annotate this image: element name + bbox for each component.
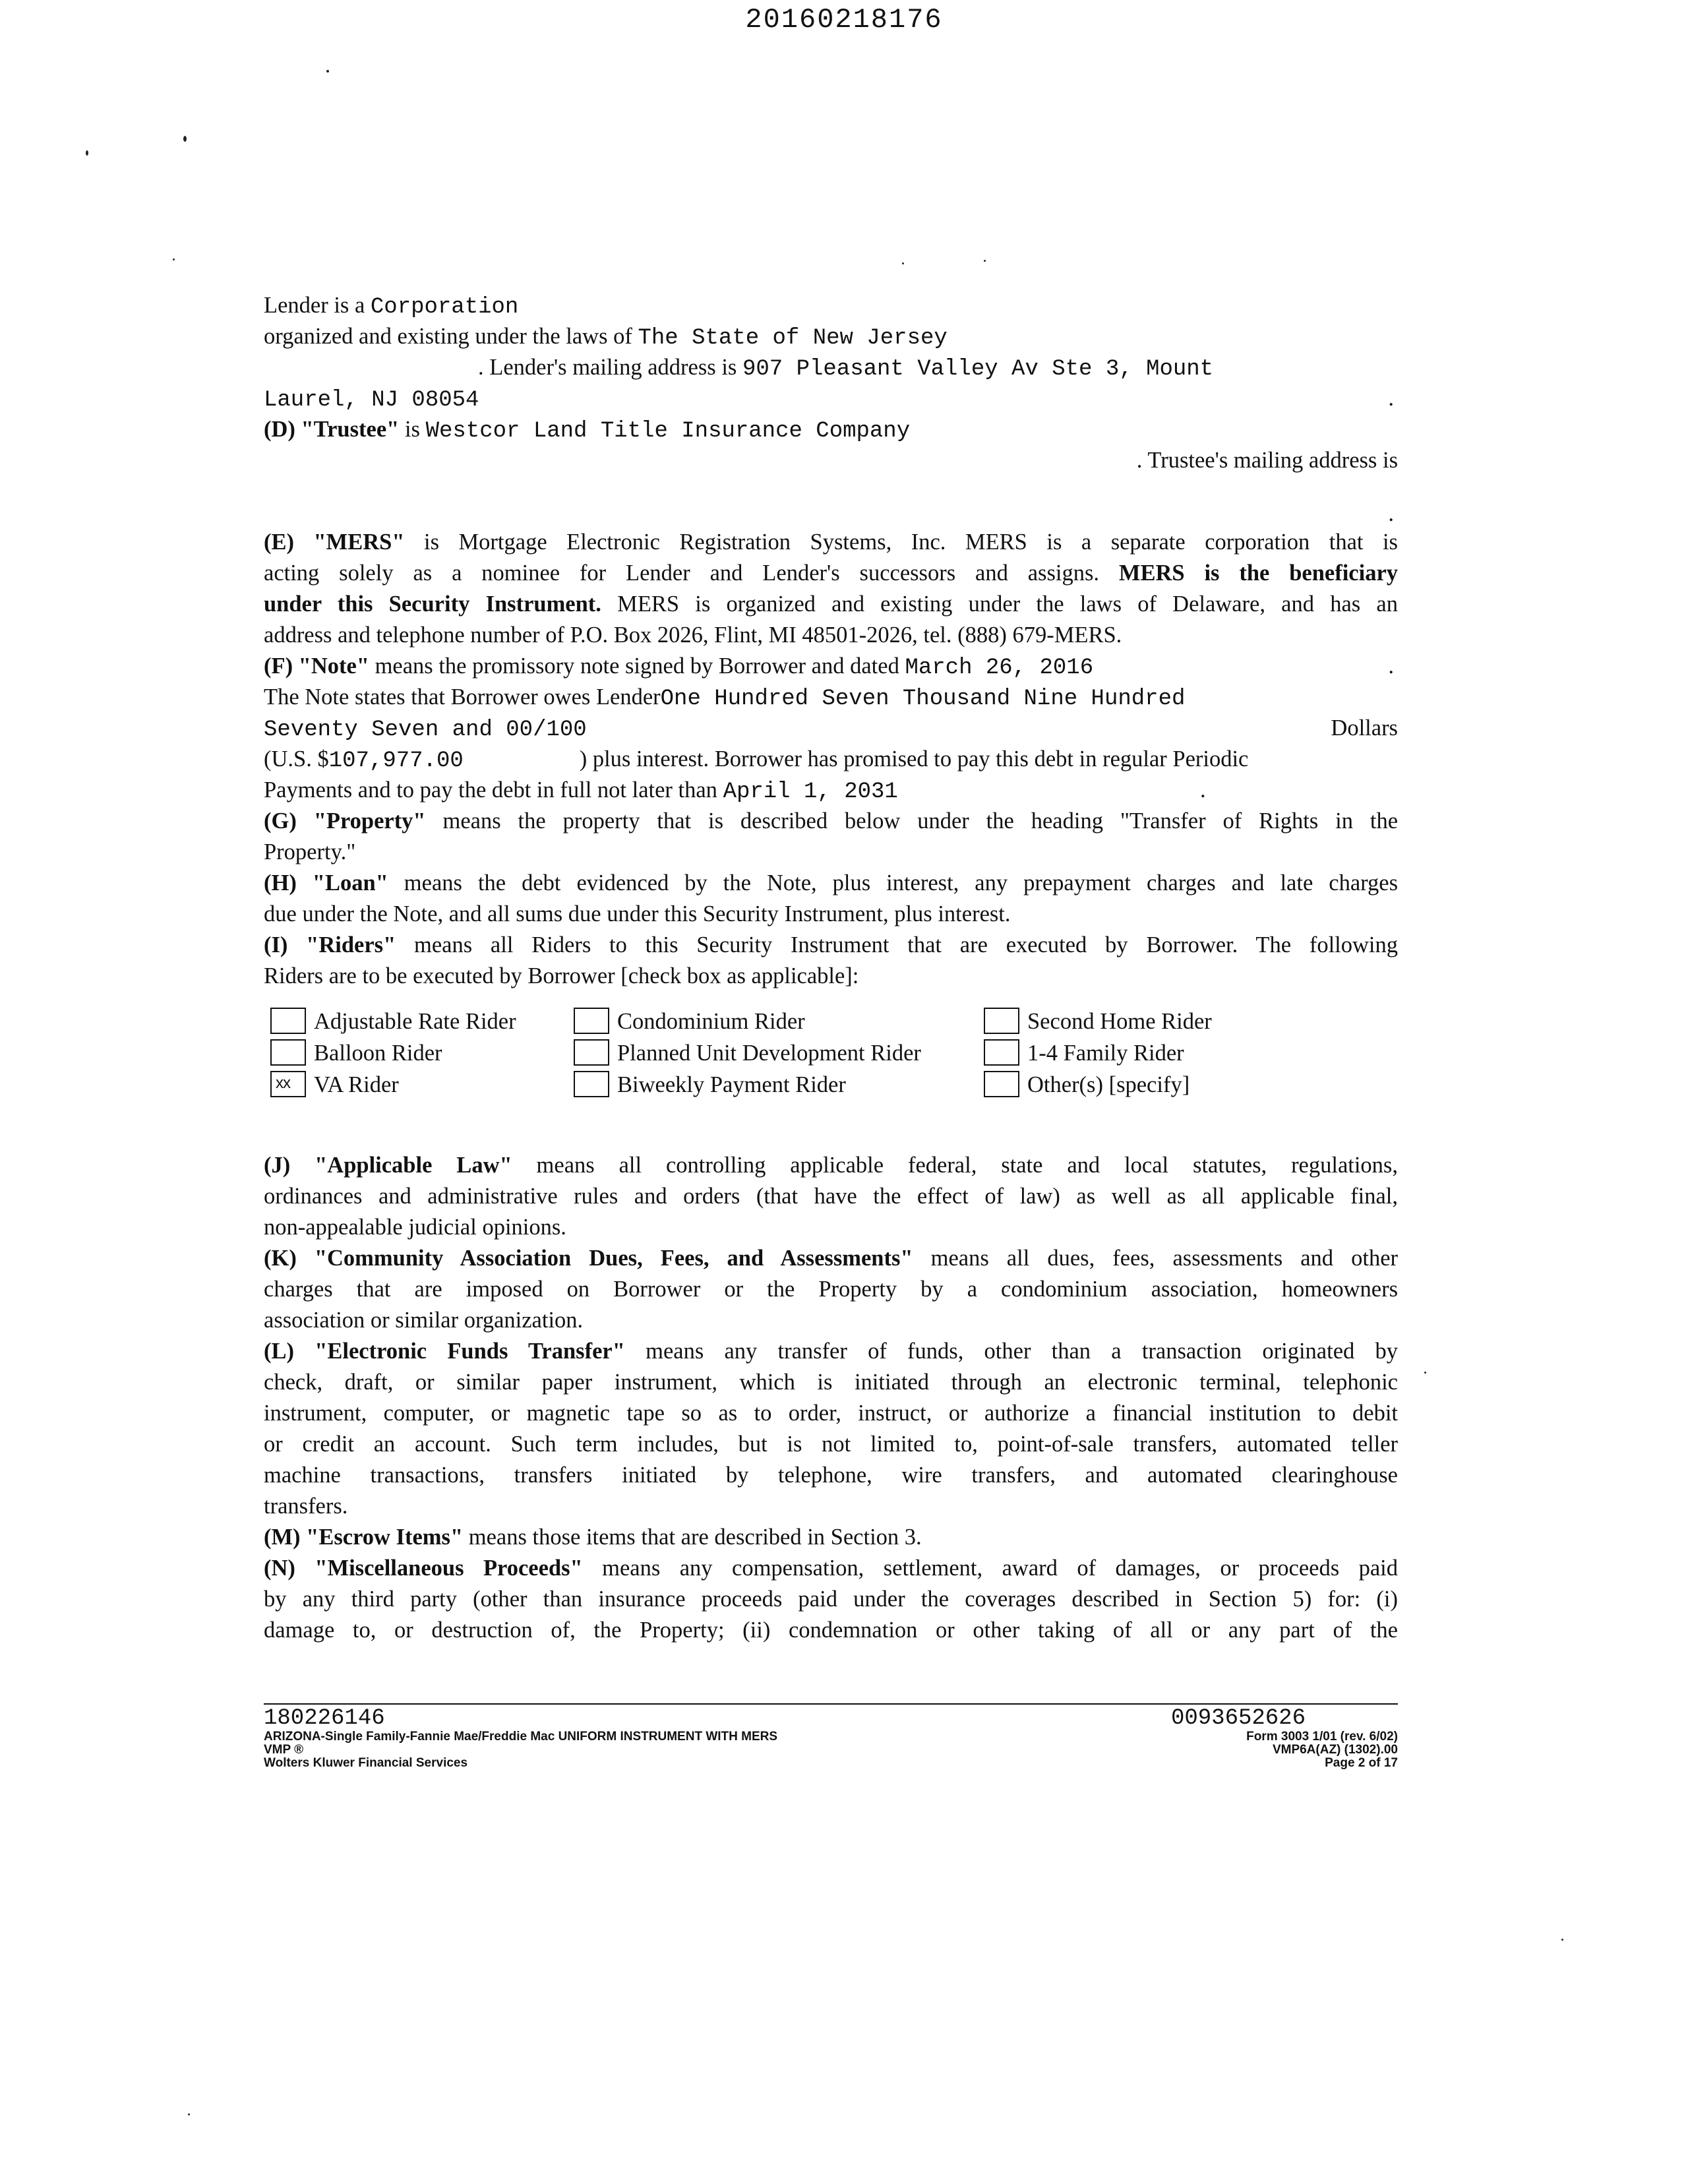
lender-type-line: Lender is a Corporation xyxy=(264,293,519,320)
loan-line-1: (H) "Loan" means the debt evidenced by the Note, plus interest, any prepayment charges and late charges xyxy=(264,870,1398,895)
checkbox-checked[interactable]: xx xyxy=(270,1071,306,1097)
mers-line-1: (E) "MERS" is Mortgage Electronic Registration Systems, Inc. MERS is a separate corporation that is xyxy=(264,530,1398,555)
rider-planned-unit-development[interactable]: Planned Unit Development Rider xyxy=(574,1038,921,1069)
property-line-2: Property." xyxy=(264,839,356,864)
rider-adjustable-rate[interactable]: Adjustable Rate Rider xyxy=(270,1006,516,1037)
trustee-address-line: . Trustee's mailing address is xyxy=(1136,448,1398,473)
community-dues-line-1: (K) "Community Association Dues, Fees, and Assessments" means all dues, fees, assessments and other xyxy=(264,1246,1398,1271)
scan-speck xyxy=(183,136,187,142)
rider-condominium[interactable]: Condominium Rider xyxy=(574,1006,805,1037)
property-line-1: (G) "Property" means the property that is described below under the heading "Transfer of Rights in the xyxy=(264,808,1399,834)
checkbox[interactable] xyxy=(270,1039,306,1066)
document-body xyxy=(264,290,1398,1646)
page-indicator: Page 2 of 17 xyxy=(1325,1756,1398,1770)
note-line-5: Payments and to pay the debt in full not later than April 1, 2031 . xyxy=(264,777,1206,804)
note-line-1: (F) "Note" means the promissory note signed by Borrower and dated March 26, 2016 . xyxy=(264,653,1394,681)
loan-id-right: 0093652626 xyxy=(1170,1706,1306,1731)
lender-address-line-2: Laurel, NJ 08054 . xyxy=(264,386,1394,413)
lender-state-line: organized and existing under the laws of The State of New Jersey xyxy=(264,324,948,351)
note-line-4: (U.S. $107,977.00 ) plus interest. Borrower has promised to pay this debt in regular Periodic xyxy=(264,746,1249,774)
scan-speck xyxy=(984,260,986,262)
scan-speck xyxy=(1561,1939,1563,1941)
eft-line-6: transfers. xyxy=(264,1494,348,1519)
checkbox[interactable] xyxy=(984,1039,1019,1066)
checkbox[interactable] xyxy=(270,1008,306,1034)
eft-line-5: machine transactions, transfers initiated by telephone, wire transfers, and automated clearinghouse xyxy=(264,1463,1398,1488)
scan-speck xyxy=(173,258,175,260)
applicable-law-line-3: non-appealable judicial opinions. xyxy=(264,1215,566,1240)
misc-proceeds-line-3: damage to, or destruction of, the Property; (ii) condemnation or other taking of all or any part of the xyxy=(264,1618,1398,1643)
checkbox[interactable] xyxy=(984,1008,1019,1034)
riders-line-2: Riders are to be executed by Borrower [check box as applicable]: xyxy=(264,963,859,988)
scan-speck xyxy=(326,70,329,73)
checkbox[interactable] xyxy=(984,1071,1019,1097)
mers-line-3: under this Security Instrument. MERS is organized and existing under the laws of Delaware, and has an xyxy=(264,592,1398,617)
misc-proceeds-line-2: by any third party (other than insurance proceeds paid under the coverages described in Section 5) for: (i) xyxy=(264,1587,1398,1612)
applicable-law-line-2: ordinances and administrative rules and orders (that have the effect of law) as well as all applicable final, xyxy=(264,1184,1398,1209)
footer-divider xyxy=(264,1703,1398,1705)
scan-speck xyxy=(1424,1372,1426,1374)
scan-speck xyxy=(188,2113,190,2115)
checkbox[interactable] xyxy=(574,1039,609,1066)
form-code: VMP6A(AZ) (1302).00 xyxy=(1272,1743,1398,1757)
note-line-2: The Note states that Borrower owes LenderOne Hundred Seven Thousand Nine Hundred xyxy=(264,684,1186,712)
community-dues-line-2: charges that are imposed on Borrower or the Property by a condominium association, homeowners xyxy=(264,1277,1398,1302)
loan-id-left: 180226146 xyxy=(264,1706,385,1731)
rider-1-4-family[interactable]: 1-4 Family Rider xyxy=(984,1038,1184,1069)
note-line-3: Seventy Seven and 00/100 Dollars xyxy=(264,715,1398,743)
form-number: Form 3003 1/01 (rev. 6/02) xyxy=(1246,1730,1398,1744)
checkbox[interactable] xyxy=(574,1071,609,1097)
eft-line-4: or credit an account. Such term includes, but is not limited to, point-of-sale transfers, automated teller xyxy=(264,1432,1398,1457)
escrow-items-line: (M) "Escrow Items" means those items that are described in Section 3. xyxy=(264,1525,922,1550)
publisher: Wolters Kluwer Financial Services xyxy=(264,1756,468,1770)
misc-proceeds-line-1: (N) "Miscellaneous Proceeds" means any compensation, settlement, award of damages, or proceeds paid xyxy=(264,1556,1399,1581)
scan-speck xyxy=(902,262,904,264)
rider-biweekly-payment[interactable]: Biweekly Payment Rider xyxy=(574,1070,846,1101)
eft-line-1: (L) "Electronic Funds Transfer" means any transfer of funds, other than a transaction originated by xyxy=(264,1339,1398,1364)
mers-line-4: address and telephone number of P.O. Box 2026, Flint, MI 48501-2026, tel. (888) 679-MERS. xyxy=(264,622,1122,648)
trustee-address-end: . xyxy=(1388,501,1394,526)
community-dues-line-3: association or similar organization. xyxy=(264,1308,584,1333)
vendor-mark: VMP ® xyxy=(264,1743,304,1757)
form-title: ARIZONA-Single Family-Fannie Mae/Freddie Mac UNIFORM INSTRUMENT WITH MERS xyxy=(264,1730,778,1744)
trustee-line: (D) "Trustee" is Westcor Land Title Insurance Company xyxy=(264,417,911,444)
lender-address-line: . Lender's mailing address is 907 Pleasant Valley Av Ste 3, Mount xyxy=(478,355,1214,382)
rider-second-home[interactable]: Second Home Rider xyxy=(984,1006,1212,1037)
riders-checklist xyxy=(264,1006,1398,1105)
mers-line-2: acting solely as a nominee for Lender and Lender's successors and assigns. MERS is the beneficiary xyxy=(264,561,1399,586)
applicable-law-line-1: (J) "Applicable Law" means all controlling applicable federal, state and local statutes, regulations, xyxy=(264,1153,1398,1178)
rider-va[interactable]: xx VA Rider xyxy=(270,1070,399,1101)
rider-other[interactable]: Other(s) [specify] xyxy=(984,1070,1190,1101)
rider-balloon[interactable]: Balloon Rider xyxy=(270,1038,442,1069)
riders-line-1: (I) "Riders" means all Riders to this Security Instrument that are executed by Borrower. The following xyxy=(264,932,1398,957)
recording-number: 20160218176 xyxy=(745,4,943,36)
eft-line-3: instrument, computer, or magnetic tape so as to order, instruct, or authorize a financial institution to debit xyxy=(264,1401,1398,1426)
checkbox[interactable] xyxy=(574,1008,609,1034)
eft-line-2: check, draft, or similar paper instrument, which is initiated through an electronic terminal, telephonic xyxy=(264,1370,1398,1395)
loan-line-2: due under the Note, and all sums due under this Security Instrument, plus interest. xyxy=(264,901,1011,926)
scan-speck xyxy=(86,150,88,156)
